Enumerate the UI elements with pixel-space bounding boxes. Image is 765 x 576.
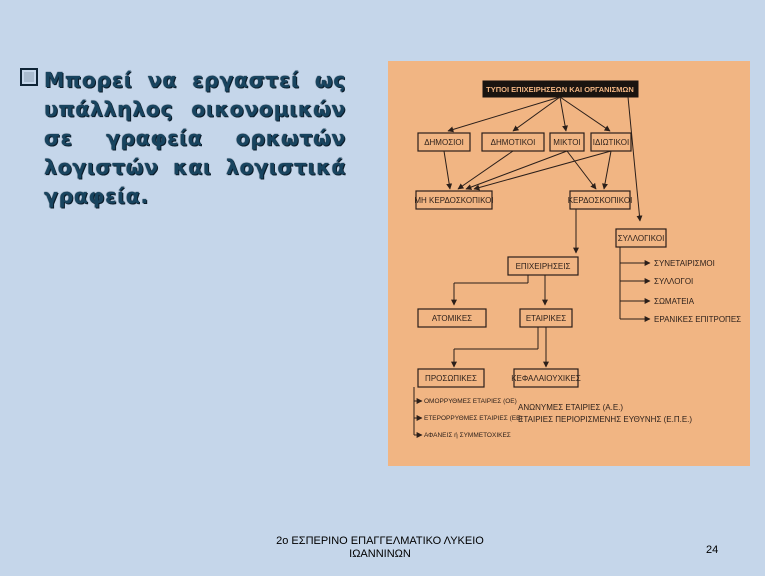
etairikes-label: ΕΤΑΙΡΙΚΕΣ [525, 314, 567, 323]
kefalaiouxikes-item: ΕΤΑΙΡΙΕΣ ΠΕΡΙΟΡΙΣΜΕΝΗΣ ΕΥΘΥΝΗΣ (Ε.Π.Ε.) [518, 415, 693, 424]
bullet-text: Μπορεί να εργαστεί ως υπάλληλος οικονομικών σε γραφεία ορκωτών λογιστών και λογιστικά γραφεία. [44, 68, 346, 208]
syllogikoi-item: ΕΡΑΝΙΚΕΣ ΕΠΙΤΡΟΠΕΣ [654, 315, 742, 324]
page-number: 24 [706, 544, 719, 556]
idiotikoi-label: ΙΔΙΩΤΙΚΟΙ [592, 138, 630, 147]
dimotikoi-label: ΔΗΜΟΤΙΚΟΙ [490, 138, 536, 147]
prosopikes-item: ΑΦΑΝΕΙΣ ή ΣΥΜΜΕΤΟΧΙΚΕΣ [424, 432, 511, 439]
atomikes-label: ΑΤΟΜΙΚΕΣ [431, 314, 473, 323]
miktoi-label: ΜΙΚΤΟΙ [553, 138, 581, 147]
footer-school-line1: 2ο ΕΣΠΕΡΙΝΟ ΕΠΑΓΓΕΛΜΑΤΙΚΟ ΛΥΚΕΙΟ [276, 535, 484, 547]
business-types-diagram [388, 61, 750, 466]
kefalaiouxikes-item: ΑΝΩΝΥΜΕΣ ΕΤΑΙΡΙΕΣ (Α.Ε.) [518, 403, 624, 412]
checkbox-bullet-icon [20, 68, 38, 86]
syllogikoi-item: ΣΥΛΛΟΓΟΙ [654, 277, 694, 286]
syllogikoi-label: ΣΥΛΛΟΓΙΚΟΙ [617, 234, 665, 243]
kefalaiouxikes-label: ΚΕΦΑΛΑΙΟΥΧΙΚΕΣ [511, 374, 581, 383]
footer [270, 535, 490, 561]
kerdoskopikoi-label: ΚΕΡΔΟΣΚΟΠΙΚΟΙ [567, 196, 633, 205]
prosopikes-item: ΟΜΟΡΡΥΘΜΕΣ ΕΤΑΙΡΙΕΣ (ΟΕ) [424, 398, 517, 405]
epixeiriseis-label: ΕΠΙΧΕΙΡΗΣΕΙΣ [515, 262, 571, 271]
syllogikoi-item: ΣΥΝΕΤΑΙΡΙΣΜΟΙ [654, 259, 715, 268]
diagram-title: ΤΥΠΟΙ ΕΠΙΧΕΙΡΗΣΕΩΝ ΚΑΙ ΟΡΓΑΝΙΣΜΩΝ [486, 85, 634, 94]
mi-kerdoskopikoi-label: ΜΗ ΚΕΡΔΟΣΚΟΠΙΚΟΙ [414, 196, 494, 205]
dimosioi-label: ΔΗΜΟΣΙΟΙ [424, 138, 464, 147]
syllogikoi-item: ΣΩΜΑΤΕΙΑ [654, 297, 695, 306]
prosopikes-label: ΠΡΟΣΩΠΙΚΕΣ [425, 374, 477, 383]
footer-school-line2: ΙΩΑΝΝΙΝΩΝ [349, 548, 411, 560]
prosopikes-item: ΕΤΕΡΟΡΡΥΘΜΕΣ ΕΤΑΙΡΙΕΣ (ΕΕ) [424, 415, 523, 422]
bullet-point [20, 66, 346, 211]
